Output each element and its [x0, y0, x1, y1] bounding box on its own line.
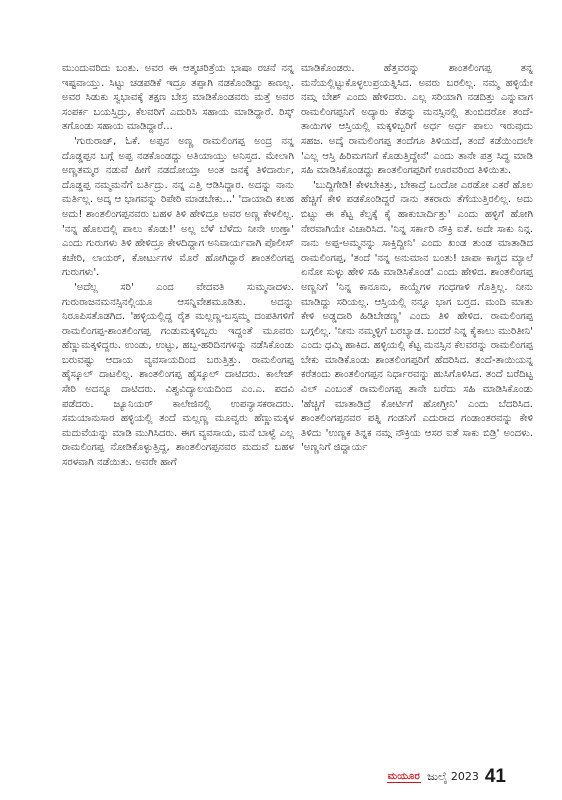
right-paragraph-2: 'ಬುದ್ದಿಗೇಡಿ! ಕೇಳಬೇಕಿತ್ತು, ಬೇಕಾದ್ರೆ ಒಂದೋ ಎರಡೋ ಎಕರೆ ಹೊಲ ಹೆಚ್ಚಿಗೆ ಕೇಳಿ ಪಡಕೊಂಡಿದ್ದರೆ ನಾನು ತಕರಾರು ತೆಗೆಯುತ್ತಿರಲಿಲ್ಲ. ಅದು ಬಿಟ್ಟು ಈ ಕೆಟ್ಟ ಕೆಲ್ಸಕ್ಕೆ ಕೈ ಹಾಕುಬಾರ್ದಿತ್ತು' ಎಂದು ಹಳ್ಳಿಗೆ ಹೋಗಿ ನೇರವಾಗಿಯೇ ವಿಚಾರಿಸಿದ. 'ನಿನ್ನ ಸರ್ಕಾರಿ ನೌಕ್ರಿ ಐತೆ. ಅದೇ ಸಾಕು ನಿನ್ಗ. ನಾನು ಅಪ್ಪ-ಅಮ್ಮನನ್ನು ಸಾಕ್ತಿದ್ದೀನಿ' ಎಂದು ಖಂಡ ತುಂಡ ಮಾತಾಡಿದ ರಾಮಲಿಂಗಪ್ಪ, 'ತಂದೆ 'ನನ್ನ ಅನುಮಾನ ಬಂತು! ಚಾಪಾ ಕಾಗ್ದದ ಮ್ಯಾಲೆ ಏನೋ ಸುಳ್ಳು ಹೇಳಿ ಸಹಿ ಮಾಡಿಸಿಕೊಂಡ' ಎಂದು ಹೇಳಿದ. ಶಾಂತಲಿಂಗಪ್ಪ ಅಣ್ಣನಿಗೆ 'ನಿನ್ನ ಕಾನೂನು, ಕಾಯ್ದೆಗಳ ಗಂಧಗಾಳಿ ಗೊತ್ತಿಲ್ಲ. ನೀನು ಮಾಡಿದ್ದು ಸರಿಯಲ್ಲ. ಆಸ್ತಿಯಲ್ಲಿ ನನ್ನೂ ಭಾಗ ಬರ್‍ತದ. ಮಂದಿ ಮಾತು ಕೇಳಿ ಅಡ್ಡದಾರಿ ಹಿಡಿಬೇಡಣ್ಣ' ಎಂದು ತಿಳಿ ಹೇಳಿದ. ರಾಮಲಿಂಗಪ್ಪ ಬಗ್ಗಲಿಲ್ಲ. 'ನೀನು ನಮ್ಮಳ್ಳಿಗೆ ಬರಬ್ಯಾಡ. ಬಂದರೆ ನಿನ್ನ ಕೈಕಾಲು ಮುರಿತೀನಿ' ಎಂದು ಧಮ್ಕಿ ಹಾಕಿದ. ಹಳ್ಳಿಯಲ್ಲಿ ಕೆಟ್ಟ ಮನಸ್ಸಿನ ಕೆಲವರನ್ನು ರಾಮಲಿಂಗಪ್ಪ ಬೇಕು ಮಾಡಿಕೊಂಡು ಶಾಂತಲಿಂಗಪ್ಪರಿಗೆ ಹೆದರಿಸಿದ. ತಂದೆ-ತಾಯಿಯನ್ನ ಕರೆತಂದು ಶಾಂತಲಿಂಗಪ್ಪನ ನಿರ್ಧಾರವನ್ನು ಹುಸಿಗೊಳಿಸಿದ. ತಂದೆ ಬರೆದಿಟ್ಟ ವಿಲ್ ಎಂಬಂತೆ ರಾಮಲಿಂಗಪ್ಪ ತಾನೇ ಬರೆದು ಸಹಿ ಮಾಡಿಸಿಕೊಂಡು 'ಹೆಚ್ಚಿಗೆ ಮಾತಾಡಿದ್ರೆ ಕೋರ್ಟಿಗೆ ಹೋಗ್ತೀನಿ' ಎಂದು ಬೆದರಿಸಿದ. ಶಾಂತಲಿಂಗಪ್ಪನವರ ಪತ್ನಿ ಗಂಡನಿಗೆ ಎದುರಾದ ಗಂಡಾಂತರವನ್ನು ಕೇಳಿ ತಿಳಿದು 'ಉಣ್ಣಕ ತಿನ್ನಕ ನಮ್ಗ ನೌಕ್ರಿಯ ಆಸರ ಐತೆ ಸಾಕು ಬಿಡ್ರಿ' ಅಂದಳು. 'ಅಣ್ಣನಿಗೆ ಜಿದ್ದಾರ್ಯ	[301, 179, 533, 454]
left-paragraph-3: 'ಅದೆಲ್ಲ ಸರಿ' ಎಂದ ವೇದವತಿ ಸುಮ್ಮನಾದಳು. ಗುರುರಾಜನಮನಸ್ಸಿನಲ್ಲಿಯೂ ಆಸನ್ನಿವೇಶಮೂಡಿತು. ಅದನ್ನು ನಿರೂಪಿಸತೊಡಗಿದ. 'ಹಳ್ಳಿಯಲ್ಲಿದ್ದ ರೈತ ಮಲ್ಲಣ್ಣ-ಬಸ್ಸಮ್ಮ ದಂಪತಿಗಳಿಗೆ ರಾಮಲಿಂಗಪ್ಪ-ಶಾಂತಲಿಂಗಪ್ಪ ಗಂಡುಮಕ್ಕಳಿಬ್ಬರು ಇದ್ದಂತೆ ಮೂವರು ಹೆಣ್ಣುಮಕ್ಕಳಿದ್ದರು. ಉಂಡು, ಉಟ್ಟು, ಹಬ್ಬ-ಹರಿದಿನಗಳನ್ನು ನಡೆಸಿಕೊಂಡು ಬರುವಷ್ಟು ಆದಾಯ ವ್ಯವಸಾಯದಿಂದ ಬರುತ್ತಿತ್ತು. ರಾಮಲಿಂಗಪ್ಪ ಹೈಸ್ಕೂಲ್ ದಾಟಲಿಲ್ಲ. ಶಾಂತಲಿಂಗಪ್ಪ ಹೈಸ್ಕೂಲ್ ದಾಟಿದರು. ಕಾಲೇಜ್ ಸೇರಿ ಅದನ್ನೂ ದಾಟಿದರು. ವಿಶ್ವವಿದ್ಯಾಲಯದಿಂದ ಎಂ.ಎ. ಪದವಿ ಪಡೆದರು. ಜ್ಯೂನಿಯರ್ ಕಾಲೇಜಿನಲ್ಲಿ ಉಪನ್ಯಾಸಕರಾದರು. ಸಮಯಾನುಸಾರ ಹಳ್ಳಿಯಲ್ಲಿ ತಂದೆ ಮಲ್ಲಣ್ಣ ಮೂವ್ವರು ಹೆಣ್ಣುಮಕ್ಕಳ ಮದುವೆಯನ್ನು ಮಾಡಿ ಮುಗಿಸಿದರು. ಈಗ ವ್ಯವಸಾಯ, ಮನೆ ಬಾಳ್ವೆ ಎಲ್ಲ ರಾಮಲಿಂಗಪ್ಪ ನೋಡಿಕೊಳ್ಳುತ್ತಿದ್ದ, ಶಾಂತಲಿಂಗಪ್ಪನವರ ಮದುವೆ ಬಹಳ ಸರಳವಾಗಿ ನಡೆಯಿತು. ಅವರೇ ಹಾಗೆ	[62, 281, 294, 469]
right-column	[301, 62, 533, 762]
left-paragraph-2: 'ಗುರುರಾಜ್, ಓಕೆ. ಅಪ್ಪನ ಅಣ್ಣ ರಾಮಲಿಂಗಪ್ಪ ಅಂದ್ರ ನನ್ನ ದೊಡ್ಡಪ್ಪನ ಬಗ್ಗೆ ಅಪ್ಪ ನಡಕೊಂಡದ್ದು ಅತಿಯಾಯ್ತು ಅನಿಸ್ತದ. ಮೇಲಾಗಿ ಅಣ್ಣತಮ್ಮರ ನಡುವೆ ಹೀಗೆ ನಡದೋಯ್ತಾ ಅಂತ ಜನಕ್ಕೆ ತಿಳಿದಾರ್ರು, ದೊಡ್ಡಪ್ಪ ನಮ್ಮಮನೆಗೆ ಬರ್ತಿದ್ರು. ನನ್ನ ಎತ್ತಿ ಆಡಿಸಿದ್ದಾರ. ಅದನ್ನು ನಾನು ಮರ್ತಿಲ್ಲ. ಅದ್ಕ ಆ ಭಾಗವನ್ನು ರಿಪೇರಿ ಮಾಡಬೇಕು...' 'ದಾಯಾದಿ ಕಲಹ ಅದು! ಶಾಂತಲಿಂಗಪ್ಪನವರು ಬಹಳ ತಿಳಿ ಹೇಳಿದ್ರೂ ಅವರ ಅಣ್ಣ ಕೇಳಲಿಲ್ಲ. 'ನನ್ನ ಹೊಲದಲ್ಲಿ ಪಾಲು ಕೊಡು!' ಅಲ್ಲ ಬೆಳೆ ಬೆಳೆದು ನೀನೇ ಉಣ್ತಾ' ಎಂದು ಗುರುಗಳು ತಿಳಿ ಹೇಳಿದ್ರೂ ಕೇಳದಿದ್ದಾಗ ಅನಿವಾರ್ಯವಾಗಿ ಪೊಲೀಸ್ ಕಚೇರಿ, ಲಾಯರ್, ಕೋರ್ಟುಗಳ ಮೊರೆ ಹೋಗಿದ್ದಾರೆ ಶಾಂತಲಿಂಗಪ್ಪ ಗುರುಗಳು'.	[62, 135, 294, 279]
issue-date: ಜುಲೈ 2023	[427, 770, 479, 783]
magazine-logo: ಮಯೂರ	[387, 771, 421, 782]
left-paragraph-1: ಮುಂದುವರಿದು ಬಂತು. ಅವರ ಈ ಆತ್ಮಚರಿತ್ರೆಯ ಭಾಷಾ ರಚನೆ ನನ್ನ ಇಷ್ಟವಾಯ್ತು. ಸಿಟ್ಟು ಚಡಪಡಿಕೆ ಇದ್ರೂ ತಪ್ಪಾಗಿ ನಡಕೊಂಡಿದ್ದು ಕಾಣಲ್ಲ. ಅವರ ಸಿಡುಕು ಸ್ವಭಾವಕ್ಕೆ ತಕ್ಷಣ ಬೇಸ್ರ ಮಾಡಿಕೊಂಡವರು ಮತ್ತೆ ಅವರ ಸಂಪರ್ಕ ಬಯಸ್ತಿದ್ರು, ಕೆಲವರಿಗೆ ಎದುರಿಸಿ ಸಹಾಯ ಮಾಡಿದ್ದಾರೆ. ರಿಸ್ಕ್ ತಗೊಂಡು ಸಹಾಯ ಮಾಡಿದ್ದಾರೆ...	[62, 63, 294, 133]
page-number: 41	[484, 766, 506, 787]
right-paragraph-1: ಮಾಡಿಕೊಂಡರು. ಹೆತ್ತವರನ್ನು ಶಾಂತಲಿಂಗಪ್ಪ ತನ್ನ ಮನೆಯಲ್ಲಿಟ್ಟುಕೊಳ್ಳಲುಪ್ರಯತ್ನಿಸಿದ. ಅವರು ಬರಲಿಲ್ಲ. ನಮ್ಮ ಹಳ್ಳಿಯೇ ನಮ್ಗ ಬೇಶ್ ಎಂದು ಹೇಳಿದರು. ಎಲ್ಲ ಸರಿಯಾಗಿ ನಡದಿತ್ತು ಎನ್ನುವಾಗ ರಾಮಲಿಂಗಪ್ಪನಿಗೆ ಅದ್ಯಾರು ಕೆಡನ್ನು ಮನಸ್ಸಿನಲ್ಲಿ ತುಂಬಿದರೋ ತಂದೆ-ತಾಯಿಗಳ ಆಸ್ತಿಯಲ್ಲಿ ಮಕ್ಕಳಿಬ್ಬರಿಗೆ ಅರ್ಧ ಅರ್ಧ ಪಾಲು ಇರುವುದು ಸಹಜ. ಅದ್ಕೆ ರಾಮಲಿಂಗಪ್ಪ ತಂದೆಗೂ ತಿಳಿಯದೆ, ತಂದೆ ಕಡೆಯಿಂದಲೇ 'ಎಲ್ಲ ಆಸ್ತಿ ಹಿರಿಮಗನಿಗೆ ಕೊಡುತ್ತಿದ್ದೇನೆ' ಎಂದು ತಾನೇ ಪತ್ರ ಸಿದ್ಧ ಮಾಡಿ ಸಹಿ ಮಾಡಿಸಿಕೊಂಡದ್ದು ಶಾಂತಲಿಂಗಪ್ಪರಿಗೆ ಊರವರಿಂದ ತಿಳಿಯಿತು.	[301, 63, 533, 177]
left-column	[62, 62, 294, 762]
page-footer	[387, 765, 506, 789]
